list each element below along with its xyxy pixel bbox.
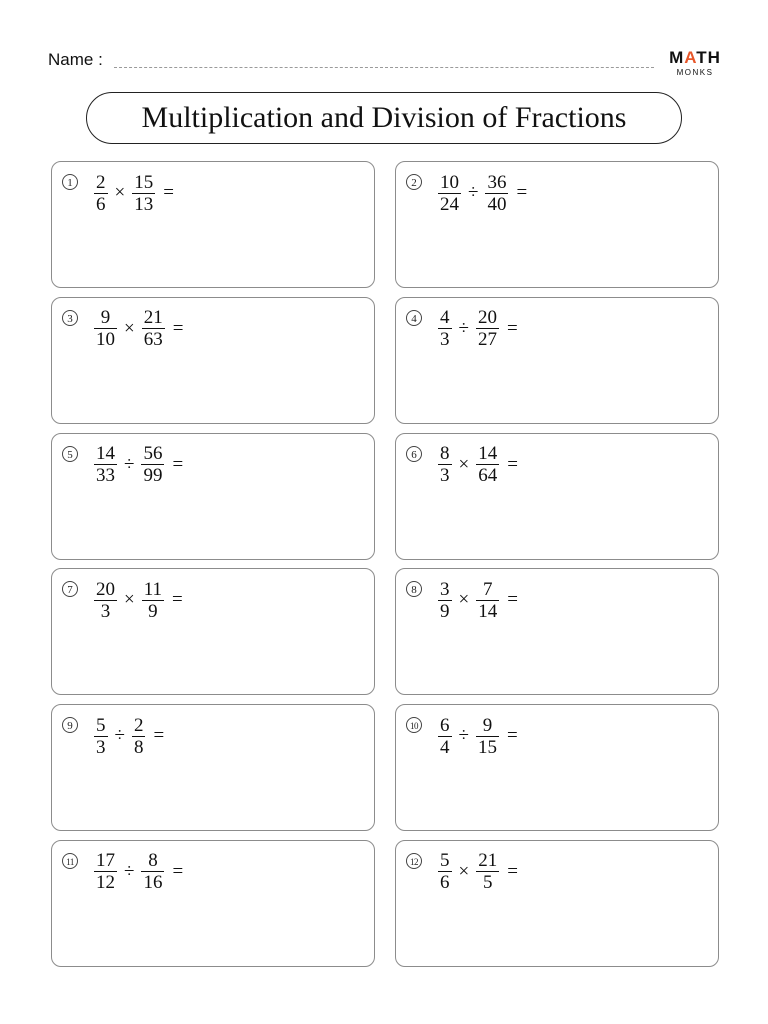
denominator: 6 — [96, 193, 106, 215]
numerator: 15 — [134, 171, 154, 193]
denominator: 3 — [440, 329, 450, 351]
numerator: 20 — [96, 578, 115, 600]
operator: × — [124, 317, 135, 339]
problem-card-6[interactable] — [395, 433, 719, 560]
denominator: 40 — [487, 193, 507, 215]
problem-number-badge: 6 — [406, 446, 422, 462]
fraction-b — [476, 444, 499, 485]
fraction-a — [438, 851, 452, 892]
numerator: 5 — [440, 850, 450, 872]
problem-card-8[interactable] — [395, 568, 719, 695]
problem-expression — [436, 850, 518, 894]
denominator: 27 — [477, 329, 497, 351]
name-write-line[interactable] — [114, 67, 654, 68]
fraction-a — [94, 444, 117, 485]
problem-number-badge: 8 — [406, 581, 422, 597]
equals-sign: = — [172, 317, 184, 339]
operator: × — [458, 589, 470, 611]
problem-number-badge: 5 — [62, 446, 78, 462]
numerator: 36 — [487, 171, 507, 193]
fraction-a — [94, 308, 117, 349]
problem-expression — [436, 443, 518, 487]
problem-expression — [92, 850, 183, 894]
numerator: 2 — [133, 714, 144, 736]
problem-expression — [92, 307, 183, 351]
operator: × — [458, 860, 470, 882]
fraction-b — [476, 851, 499, 892]
title-banner — [86, 92, 682, 144]
problem-card-3[interactable] — [51, 297, 375, 424]
numerator: 5 — [96, 714, 106, 736]
problem-number-badge: 11 — [62, 853, 78, 869]
denominator: 3 — [100, 600, 111, 622]
logo-wordmark — [664, 48, 726, 68]
equals-sign: = — [172, 589, 183, 611]
numerator: 3 — [440, 578, 450, 600]
denominator: 33 — [96, 465, 115, 487]
operator: ÷ — [124, 860, 135, 882]
problem-number-badge: 1 — [62, 174, 78, 190]
operator: ÷ — [468, 182, 479, 203]
fraction-a — [438, 444, 452, 485]
denominator: 6 — [440, 872, 450, 894]
operator: ÷ — [124, 453, 135, 475]
numerator: 6 — [440, 714, 450, 736]
problem-expression — [92, 443, 183, 487]
problem-number-badge: 4 — [406, 310, 422, 326]
problem-card-10[interactable] — [395, 704, 719, 831]
denominator: 9 — [440, 600, 450, 622]
fraction-b — [141, 444, 164, 485]
fraction-b — [476, 580, 499, 621]
denominator: 12 — [96, 872, 115, 894]
problem-card-5[interactable] — [51, 433, 375, 560]
logo-letters-th: TH — [696, 48, 721, 67]
problem-card-9[interactable] — [51, 704, 375, 831]
equals-sign: = — [153, 725, 165, 747]
numerator: 21 — [143, 307, 163, 329]
denominator: 13 — [134, 193, 154, 215]
numerator: 56 — [143, 443, 163, 465]
math-monks-logo — [664, 48, 726, 78]
problem-number-badge: 3 — [62, 310, 78, 326]
denominator: 63 — [143, 329, 163, 351]
fraction-b — [142, 580, 164, 621]
numerator: 21 — [478, 850, 498, 872]
page-title: Multiplication and Division of Fractions — [141, 101, 627, 134]
equals-sign: = — [172, 453, 184, 475]
problem-card-12[interactable] — [395, 840, 719, 967]
numerator: 11 — [143, 578, 163, 600]
numerator: 20 — [477, 307, 497, 329]
equals-sign: = — [507, 589, 518, 611]
problem-number-badge: 7 — [62, 581, 78, 597]
problem-number-badge: 12 — [406, 853, 422, 869]
fraction-a — [94, 851, 117, 892]
denominator: 24 — [440, 193, 459, 215]
fraction-a — [438, 716, 452, 757]
operator: × — [458, 453, 470, 475]
equals-sign: = — [507, 453, 518, 475]
denominator: 16 — [143, 872, 163, 894]
problem-expression — [436, 171, 527, 215]
fraction-b — [132, 716, 146, 757]
numerator: 14 — [478, 443, 498, 465]
numerator: 8 — [440, 443, 450, 465]
problem-card-11[interactable] — [51, 840, 375, 967]
denominator: 14 — [478, 600, 498, 622]
operator: × — [124, 589, 135, 611]
problem-grid — [51, 161, 719, 967]
numerator: 7 — [482, 578, 493, 600]
problem-expression — [92, 578, 183, 622]
logo-letter-m: M — [669, 48, 685, 67]
equals-sign: = — [507, 860, 518, 882]
problem-number-badge: 9 — [62, 717, 78, 733]
problem-expression — [436, 578, 518, 622]
denominator: 99 — [143, 465, 163, 487]
problem-card-2[interactable] — [395, 161, 719, 288]
problem-expression — [436, 307, 518, 351]
fraction-a — [94, 173, 108, 214]
logo-letter-a-accent: A — [684, 48, 697, 67]
problem-card-7[interactable] — [51, 568, 375, 695]
fraction-b — [141, 851, 164, 892]
equals-sign: = — [506, 725, 518, 747]
fraction-a — [94, 580, 117, 621]
problem-card-4[interactable] — [395, 297, 719, 424]
fraction-b — [476, 716, 499, 757]
denominator: 4 — [440, 736, 450, 758]
numerator: 9 — [482, 714, 493, 736]
name-label: Name : — [48, 50, 103, 69]
numerator: 4 — [440, 307, 450, 329]
numerator: 17 — [96, 850, 115, 872]
problem-expression — [92, 171, 174, 215]
fraction-a — [94, 716, 108, 757]
numerator: 2 — [96, 171, 106, 193]
denominator: 9 — [148, 600, 158, 622]
logo-subtitle: MONKS — [676, 68, 714, 77]
denominator: 5 — [482, 872, 493, 894]
operator: ÷ — [114, 725, 125, 747]
operator: × — [114, 182, 126, 203]
equals-sign: = — [172, 860, 184, 882]
equals-sign: = — [506, 317, 518, 339]
denominator: 8 — [133, 736, 144, 758]
denominator: 10 — [96, 329, 115, 351]
name-field[interactable] — [48, 50, 608, 74]
equals-sign: = — [516, 182, 528, 203]
problem-number-badge: 2 — [406, 174, 422, 190]
fraction-b — [485, 173, 508, 214]
fraction-a — [438, 580, 452, 621]
problem-expression — [436, 714, 518, 758]
numerator: 14 — [96, 443, 115, 465]
fraction-b — [132, 173, 155, 214]
fraction-b — [476, 308, 499, 349]
numerator: 10 — [440, 171, 459, 193]
denominator: 64 — [478, 465, 498, 487]
operator: ÷ — [458, 725, 469, 747]
fraction-b — [142, 308, 165, 349]
numerator: 8 — [148, 850, 158, 872]
problem-card-1[interactable] — [51, 161, 375, 288]
denominator: 3 — [96, 736, 106, 758]
equals-sign: = — [163, 182, 174, 203]
problem-expression — [92, 714, 164, 758]
numerator: 9 — [100, 307, 111, 329]
operator: ÷ — [458, 317, 469, 339]
fraction-a — [438, 308, 452, 349]
fraction-a — [438, 173, 461, 214]
denominator: 15 — [477, 736, 497, 758]
denominator: 3 — [440, 465, 450, 487]
problem-number-badge: 10 — [406, 717, 422, 733]
